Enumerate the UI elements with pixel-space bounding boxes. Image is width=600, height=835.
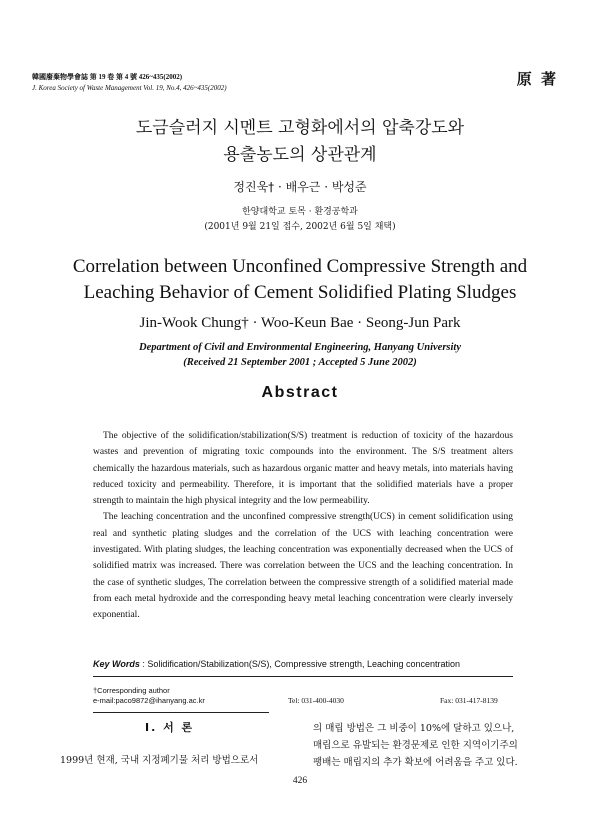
- keywords-divider: [93, 676, 513, 677]
- abstract-paragraph: The leaching concentration and the unconfined compressive strength(UCS) in cement solidification using real and synthetic plating sludges and the correlation of the UCS with leaching concentration were investigated. With plating sludges, the leaching concentration was exponentially decreased when the UCS of solidified matrix was increased. There was correlation between the UCS and the leaching concentration. In the case of synthetic sludges, The correlation between the compressive strength of a solidified material made from each metal hydroxide and the corresponding heavy metal leaching concentration were clearly inversely exponential.: [93, 512, 513, 621]
- abstract-paragraph: The objective of the solidification/stabilization(S/S) treatment is reduction of toxicity of the hazardous wastes and prevention of migrating toxic compounds into the environment. The S/S treatment alters chemically the hazardous materials, such as hazardous organic matter and heavy metals, into materials having reduced toxicity and permeability. Therefore, it is important that the solidified materials have a proper strength to maintain the high physical integrity and the low permeability.: [93, 431, 513, 507]
- journal-header: [32, 72, 227, 94]
- body-left-column: 1999년 현재, 국내 지정폐기물 처리 방법으로서: [60, 755, 259, 766]
- footnote-tel: Tel: 031-400-4030: [288, 696, 344, 705]
- korean-authors: 정진욱† · 배우근 · 박성준: [233, 180, 367, 194]
- footnote-divider: [93, 712, 269, 713]
- keywords-text: : Solidification/Stabilization(S/S), Compressive strength, Leaching concentration: [139, 659, 461, 669]
- abstract-heading: Abstract: [261, 384, 339, 401]
- korean-received-dates: (2001년 9월 21일 접수, 2002년 6월 5일 채택): [204, 222, 396, 232]
- korean-title: [0, 115, 600, 169]
- section-heading: Ⅰ. 서 론: [145, 721, 195, 734]
- body-line: 매립으로 유발되는 환경문제로 인한 지역이기주의: [313, 740, 518, 751]
- english-authors: Jin-Wook Chung† · Woo-Keun Bae · Seong-Jun Park: [139, 315, 461, 331]
- journal-header-korean: 韓國廢棄物學會誌 第 19 卷 第 4 號 426~435(2002): [32, 73, 183, 81]
- footnote-email: e-mail:paco9872@ihanyang.ac.kr: [93, 696, 205, 705]
- korean-affiliation: 한양대학교 토목 · 환경공학과: [242, 207, 358, 217]
- korean-title-line2: 용출농도의 상관관계: [223, 145, 377, 165]
- english-title: [0, 254, 600, 306]
- english-affiliation-block: [0, 340, 600, 370]
- journal-header-english: J. Korea Society of Waste Management Vol. 19, No.4, 426~435(2002): [32, 84, 227, 92]
- english-received-dates: (Received 21 September 2001 ; Accepted 5 June 2002): [183, 357, 417, 368]
- keywords: [93, 659, 460, 669]
- body-line: 의 매립 방법은 그 비중이 10%에 달하고 있으나,: [313, 723, 515, 734]
- korean-affiliation-block: [0, 205, 600, 235]
- footnote-corresponding: †Corresponding author: [93, 686, 170, 695]
- footnote-fax: Fax: 031-417-8139: [440, 696, 498, 705]
- abstract-body: [93, 428, 513, 624]
- english-title-line2: Leaching Behavior of Cement Solidified Plating Sludges: [83, 282, 517, 303]
- article-type-badge: 原 著: [516, 70, 558, 88]
- body-line: 팽배는 매립지의 추가 확보에 어려움을 주고 있다.: [313, 757, 518, 768]
- korean-title-line1: 도금슬러지 시멘트 고형화에서의 압축강도와: [135, 118, 465, 138]
- footnote: [93, 686, 205, 706]
- english-affiliation: Department of Civil and Environmental Engineering, Hanyang University: [138, 342, 462, 353]
- keywords-label: Key Words: [93, 659, 140, 669]
- page-number: 426: [292, 776, 308, 786]
- english-title-line1: Correlation between Unconfined Compressive Strength and: [72, 256, 528, 277]
- body-right-column: [313, 720, 543, 771]
